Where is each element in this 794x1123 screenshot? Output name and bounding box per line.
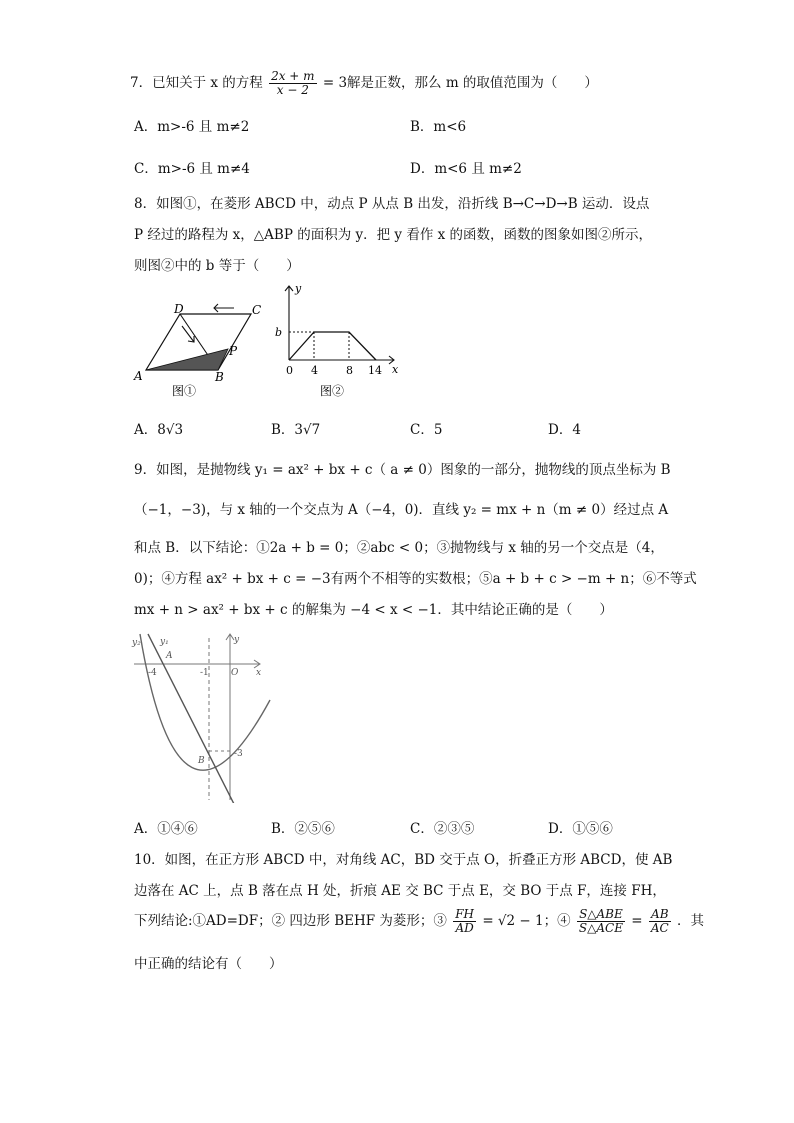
q9-option-b: B．②⑤⑥ — [271, 821, 335, 837]
label-minus-3: -3 — [234, 749, 243, 759]
q10-frac-area — [577, 908, 625, 935]
q7-fraction — [269, 70, 316, 97]
label-b: B — [215, 370, 224, 384]
q7-frac-num: 2x + m — [271, 69, 315, 83]
label-minus-4: -4 — [148, 668, 157, 678]
q7-option-b: B．m<6 — [410, 119, 467, 135]
label-o: O — [231, 668, 239, 678]
tick-14: 14 — [368, 364, 382, 377]
q8-line-3: 则图②中的 b 等于（ ） — [134, 258, 300, 274]
function-graph — [289, 332, 376, 360]
q8-option-c: C．5 — [410, 422, 443, 438]
label-b-value: b — [275, 326, 283, 339]
q10-line-2: 边落在 AC 上，点 B 落在点 H 处，折痕 AE 交 BC 于点 E，交 BO 于点 F，连接 FH， — [134, 883, 666, 899]
tick-4: 4 — [311, 364, 318, 377]
label-a: A — [134, 369, 143, 383]
label-y: y — [234, 635, 240, 645]
q9-figure — [130, 628, 280, 803]
label-x: x — [256, 668, 262, 678]
q10-line-1: 10．如图，在正方形 ABCD 中，对角线 AC，BD 交于点 O，折叠正方形 ABCD，使 AB — [134, 852, 673, 868]
frac-ac: AC — [650, 921, 669, 935]
frac-fh: FH — [455, 906, 475, 921]
q8-option-b: B．3√7 — [271, 422, 321, 438]
q8-figures — [130, 280, 410, 405]
label-minus-1: -1 — [200, 668, 209, 678]
label-a: A — [166, 651, 173, 661]
q10-line-3-b: = √2 − 1；④ — [482, 913, 571, 929]
label-y1: y₁ — [160, 637, 169, 647]
frac-ad: AD — [455, 921, 474, 935]
tick-0: 0 — [286, 364, 293, 377]
q7-prefix: 7．已知关于 x 的方程 — [130, 75, 263, 92]
axis-label-x: x — [392, 363, 399, 376]
q8-option-a: A．8√3 — [134, 422, 184, 438]
q8-option-d: D．4 — [548, 422, 581, 438]
q10-line-4: 中正确的结论有（ ） — [134, 956, 283, 972]
q8-figure-2-graph — [275, 282, 399, 398]
q9-option-d: D．①⑤⑥ — [548, 821, 613, 837]
arrow-d-to-b-icon — [182, 326, 194, 342]
triangle-abp-shaded — [146, 349, 228, 370]
label-d: D — [174, 302, 184, 316]
parabola-y1 — [140, 634, 270, 770]
q9-option-c: C．②③⑤ — [410, 821, 475, 837]
label-c: C — [252, 303, 262, 317]
q8-figure-1-rhombus — [133, 302, 261, 398]
label-p: P — [229, 344, 238, 358]
q7-option-a: A．m>-6 且 m≠2 — [134, 119, 250, 135]
q10-line-3-d: ．其 — [677, 913, 705, 929]
label-b: B — [198, 756, 205, 766]
q9-line-2: （−1，−3)，与 x 轴的一个交点为 A（−4，0)．直线 y₂ = mx + n（m ≠ 0）经过点 A — [134, 502, 669, 518]
q8-line-1: 8．如图①，在菱形 ABCD 中，动点 P 从点 B 出发，沿折线 B→C→D→B 运动．设点 — [134, 196, 650, 212]
q10-line-3-c: = — [631, 913, 643, 929]
figure-1-caption: 图① — [172, 384, 197, 398]
q9-line-4: 0)；④方程 ax² + bx + c = −3有两个不相等的实数根；⑤a + b + c > −m + n；⑥不等式 — [134, 571, 697, 587]
line-y2 — [148, 634, 234, 803]
figure-2-caption: 图② — [320, 384, 345, 398]
question-7 — [130, 70, 670, 97]
label-y2: y₂ — [132, 638, 141, 648]
q10-frac-ab-ac — [649, 908, 671, 935]
q10-line-3 — [134, 905, 704, 937]
q9-line-5: mx + n > ax² + bx + c 的解集为 −4 < x < −1．其中结论正确的是（ ） — [134, 602, 613, 618]
axis-label-y: y — [295, 282, 302, 295]
frac-s-ace: S△ACE — [578, 921, 623, 935]
q9-option-a: A．①④⑥ — [134, 821, 198, 837]
q9-line-1: 9．如图，是抛物线 y₁ = ax² + bx + c（ a ≠ 0）图象的一部分，抛物线的顶点坐标为 B — [134, 462, 671, 478]
q8-line-2: P 经过的路程为 x，△ABP 的面积为 y．把 y 看作 x 的函数，函数的图象如图②所示， — [134, 227, 653, 243]
q9-line-3: 和点 B．以下结论：①2a + b = 0；②abc < 0；③抛物线与 x 轴的另一个交点是（4， — [134, 540, 664, 556]
frac-s-abe: S△ABE — [577, 908, 625, 922]
q7-frac-den: x − 2 — [276, 83, 309, 98]
q7-option-d: D．m<6 且 m≠2 — [410, 161, 522, 177]
q10-line-3-a: 下列结论:①AD=DF；② 四边形 BEHF 为菱形；③ — [134, 913, 447, 929]
tick-8: 8 — [346, 364, 353, 377]
q10-frac-fh-ad — [453, 908, 476, 935]
frac-ab: AB — [649, 908, 671, 922]
q7-option-c: C．m>-6 且 m≠4 — [134, 161, 250, 177]
q7-suffix: = 3解是正数，那么 m 的取值范围为（ ） — [322, 75, 598, 92]
